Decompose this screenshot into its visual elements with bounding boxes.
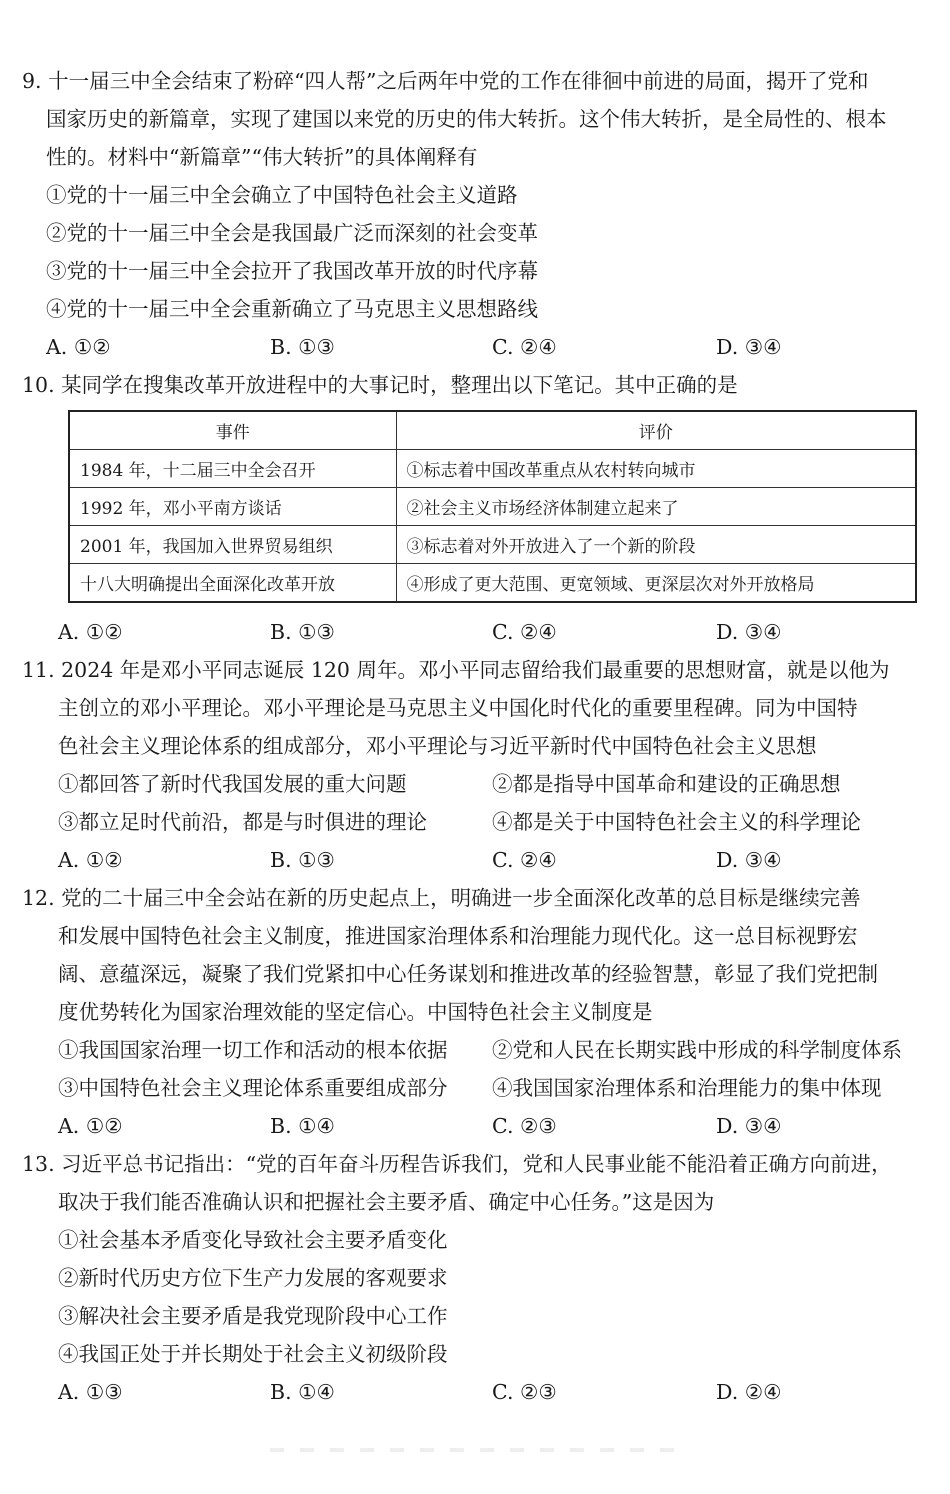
q9-statement-2: ②党的十一届三中全会是我国最广泛而深刻的社会变革	[46, 221, 538, 245]
q12-stem-line-4: 度优势转化为国家治理效能的坚定信心。中国特色社会主义制度是	[58, 1000, 653, 1024]
q11-option-c: C. ②④	[492, 848, 557, 872]
table-cell-event: 十八大明确提出全面深化改革开放	[69, 564, 396, 603]
q11-statement-4: ④都是关于中国特色社会主义的科学理论	[492, 810, 861, 834]
q11-stem-line-2: 主创立的邓小平理论。邓小平理论是马克思主义中国化时代化的重要里程碑。同为中国特	[58, 696, 858, 720]
table-cell-evaluation: ②社会主义市场经济体制建立起来了	[396, 488, 916, 526]
table-header-event: 事件	[69, 411, 396, 450]
q10-option-a: A. ①②	[58, 620, 123, 644]
q9-statement-1: ①党的十一届三中全会确立了中国特色社会主义道路	[46, 183, 518, 207]
table-cell-evaluation: ①标志着中国改革重点从农村转向城市	[396, 450, 916, 488]
q12-option-b: B. ①④	[270, 1114, 335, 1138]
table-header-evaluation: 评价	[396, 411, 916, 450]
table-cell-evaluation: ③标志着对外开放进入了一个新的阶段	[396, 526, 916, 564]
page-footer-divider	[270, 1448, 690, 1452]
q11-option-a: A. ①②	[58, 848, 123, 872]
table-cell-event: 2001 年，我国加入世界贸易组织	[69, 526, 396, 564]
q13-statement-3: ③解决社会主要矛盾是我党现阶段中心工作	[58, 1304, 448, 1328]
q13-statement-1: ①社会基本矛盾变化导致社会主要矛盾变化	[58, 1228, 448, 1252]
q9-stem-line-1: 9. 十一届三中全会结束了粉碎“四人帮”之后两年中党的工作在徘徊中前进的局面，揭开了党和	[22, 69, 869, 93]
q12-statement-2: ②党和人民在长期实践中形成的科学制度体系	[492, 1038, 902, 1062]
q12-statement-3: ③中国特色社会主义理论体系重要组成部分	[58, 1076, 448, 1100]
q13-option-c: C. ②③	[492, 1380, 557, 1404]
q9-stem-line-3: 性的。材料中“新篇章”“伟大转折”的具体阐释有	[46, 145, 478, 169]
q13-statement-4: ④我国正处于并长期处于社会主义初级阶段	[58, 1342, 448, 1366]
q12-statement-1: ①我国国家治理一切工作和活动的根本依据	[58, 1038, 448, 1062]
q10-option-c: C. ②④	[492, 620, 557, 644]
q10-option-d: D. ③④	[716, 620, 782, 644]
q11-option-d: D. ③④	[716, 848, 782, 872]
q9-option-b: B. ①③	[270, 335, 335, 359]
table-row	[69, 488, 916, 526]
q10-stem: 10. 某同学在搜集改革开放进程中的大事记时，整理出以下笔记。其中正确的是	[22, 373, 738, 397]
q9-statement-4: ④党的十一届三中全会重新确立了马克思主义思想路线	[46, 297, 538, 321]
q12-stem-line-3: 阔、意蕴深远，凝聚了我们党紧扣中心任务谋划和推进改革的经验智慧，彰显了我们党把制	[58, 962, 878, 986]
q12-stem-line-2: 和发展中国特色社会主义制度，推进国家治理体系和治理能力现代化。这一总目标视野宏	[58, 924, 858, 948]
table-row	[69, 564, 916, 603]
q12-option-a: A. ①②	[58, 1114, 123, 1138]
table-cell-event: 1984 年，十二届三中全会召开	[69, 450, 396, 488]
q10-option-b: B. ①③	[270, 620, 335, 644]
q12-stem-line-1: 12. 党的二十届三中全会站在新的历史起点上，明确进一步全面深化改革的总目标是继续完善	[22, 886, 861, 910]
q13-option-d: D. ②④	[716, 1380, 782, 1404]
q13-stem-line-2: 取决于我们能否准确认识和把握社会主要矛盾、确定中心任务。”这是因为	[58, 1190, 715, 1214]
q13-option-a: A. ①③	[58, 1380, 123, 1404]
table-header-row	[69, 411, 916, 450]
q9-option-a: A. ①②	[46, 335, 111, 359]
q11-statement-1: ①都回答了新时代我国发展的重大问题	[58, 772, 407, 796]
q9-stem-line-2: 国家历史的新篇章，实现了建国以来党的历史的伟大转折。这个伟大转折，是全局性的、根本	[46, 107, 887, 131]
table-row	[69, 526, 916, 564]
q11-statement-2: ②都是指导中国革命和建设的正确思想	[492, 772, 841, 796]
table-row	[69, 450, 916, 488]
q13-stem-line-1: 13. 习近平总书记指出：“党的百年奋斗历程告诉我们，党和人民事业能不能沿着正确方向前进，	[22, 1152, 892, 1176]
q11-stem-line-1: 11. 2024 年是邓小平同志诞辰 120 周年。邓小平同志留给我们最重要的思想财富，就是以他为	[22, 658, 890, 682]
q11-option-b: B. ①③	[270, 848, 335, 872]
q9-statement-3: ③党的十一届三中全会拉开了我国改革开放的时代序幕	[46, 259, 538, 283]
table-cell-evaluation: ④形成了更大范围、更宽领域、更深层次对外开放格局	[396, 564, 916, 603]
q12-option-c: C. ②③	[492, 1114, 557, 1138]
q13-statement-2: ②新时代历史方位下生产力发展的客观要求	[58, 1266, 448, 1290]
q12-option-d: D. ③④	[716, 1114, 782, 1138]
table-cell-event: 1992 年，邓小平南方谈话	[69, 488, 396, 526]
q9-option-d: D. ③④	[716, 335, 782, 359]
q10-notes-table	[68, 410, 917, 603]
q13-option-b: B. ①④	[270, 1380, 335, 1404]
q9-option-c: C. ②④	[492, 335, 557, 359]
q12-statement-4: ④我国国家治理体系和治理能力的集中体现	[492, 1076, 882, 1100]
q11-stem-line-3: 色社会主义理论体系的组成部分，邓小平理论与习近平新时代中国特色社会主义思想	[58, 734, 817, 758]
q11-statement-3: ③都立足时代前沿，都是与时俱进的理论	[58, 810, 427, 834]
